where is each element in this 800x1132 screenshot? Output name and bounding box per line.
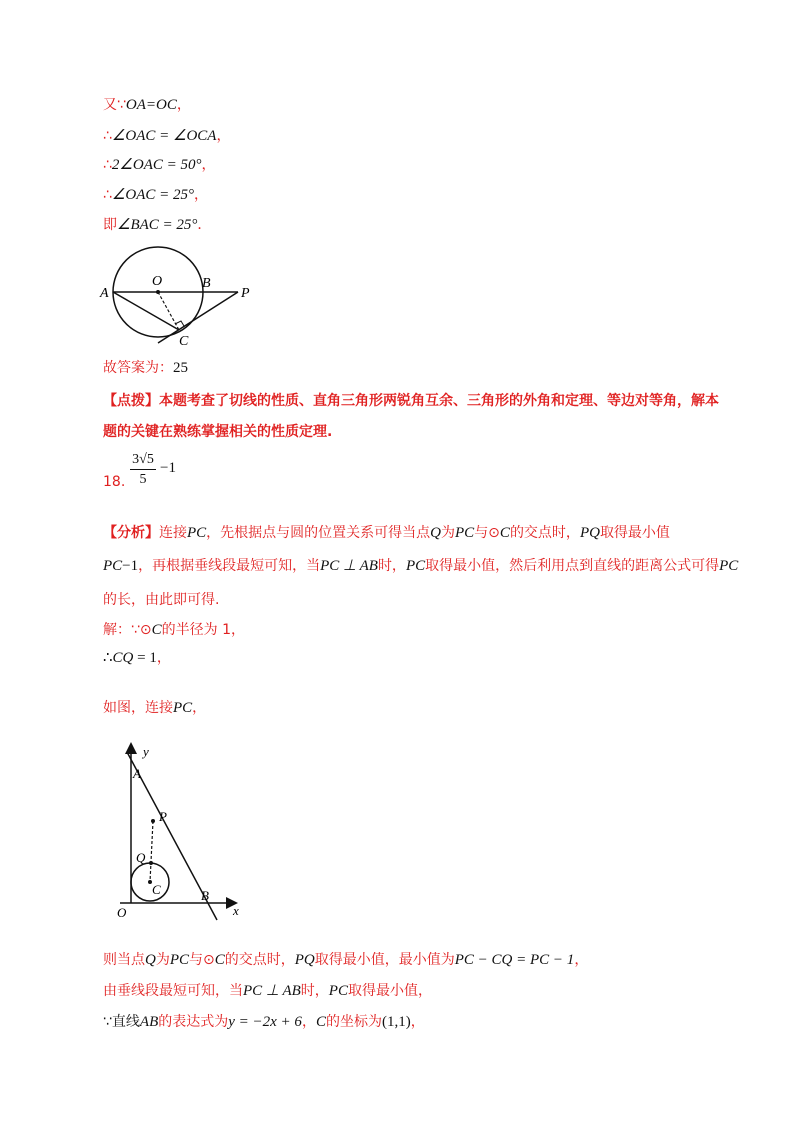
label-b: B (201, 888, 209, 903)
math-expr: Q (430, 525, 442, 541)
tip-text-2: 题的关键在熟练掌握相关的性质定理. (103, 424, 333, 440)
tangent-line (158, 292, 238, 343)
text: 的交点时， (509, 525, 580, 541)
math-expr: ∠OAC = 25° (111, 187, 194, 203)
solution-line-1 (103, 620, 245, 640)
math-expr: 2∠OAC = 50° (111, 157, 202, 173)
text: ，再根据垂线段最短可知，当 (138, 558, 321, 574)
math-expr: CQ (112, 650, 134, 666)
text: 则当点 (103, 952, 145, 968)
math-expr: (1,1) (381, 1014, 411, 1030)
punct: ， (201, 157, 216, 173)
text: 如图，连接 (103, 700, 173, 716)
text: 与⊙ (189, 952, 215, 968)
therefore-text: ∴ (103, 187, 112, 203)
punct: ， (156, 650, 171, 666)
punct: ． (197, 217, 212, 233)
conclusion-line-2 (103, 981, 432, 1001)
because-text: 又∵ (103, 97, 126, 113)
text: 的半径为 1， (161, 622, 246, 638)
math-expr: PC − CQ = PC − 1 (454, 952, 575, 968)
math-expr: = 1 (133, 650, 157, 666)
fraction-bar (130, 469, 156, 470)
label-p: P (241, 286, 250, 301)
label-o: O (117, 905, 127, 920)
analysis-line-1 (103, 523, 670, 543)
text: 由垂线段最短可知，当 (103, 983, 243, 999)
text: 取得最小值， (347, 983, 432, 999)
tip-line-1 (103, 391, 719, 411)
label-q: Q (136, 850, 146, 865)
math-expr: PC (455, 525, 475, 541)
tip-line-2 (103, 422, 332, 442)
punct: ， (176, 97, 191, 113)
circle-tangent-figure (95, 245, 265, 350)
tip-text-1: 本题考查了切线的性质、直角三角形两锐角互余、三角形的外角和定理、等边对等角，解本 (159, 393, 719, 409)
math-expr: PC (103, 558, 123, 574)
q18-number (103, 472, 125, 492)
therefore-text: ∴ (103, 128, 112, 144)
text: 解：∵⊙ (103, 622, 152, 638)
punct: ， (216, 128, 231, 144)
math-expr: PC (719, 558, 739, 574)
segment-pc (150, 821, 153, 882)
math-expr: OA=OC (125, 97, 177, 113)
math-expr: PC (169, 952, 190, 968)
label-a: A (133, 766, 141, 781)
text: 取得最小值，然后利用点到直线的距离公式可得 (425, 558, 720, 574)
math-expr: C (499, 525, 510, 541)
math-expr: PQ (579, 525, 600, 541)
fraction-denominator: 5 (139, 472, 147, 487)
label-p: P (159, 809, 167, 824)
text: 为 (155, 952, 170, 968)
solution-line-2 (103, 648, 171, 668)
fraction (128, 451, 158, 488)
conclusion-line-3 (103, 1012, 425, 1032)
answer-value: 25 (173, 360, 188, 376)
fraction-numerator: 3√5 (132, 452, 154, 467)
label-c: C (152, 882, 161, 897)
point-p (151, 819, 155, 823)
math-expr: ∠BAC = 25° (117, 217, 198, 233)
solution-line-3 (103, 698, 206, 718)
namely-text: 即 (103, 217, 117, 233)
text: ， (192, 700, 207, 716)
answer-label: 故答案为： (103, 360, 173, 376)
step-bac-25 (103, 215, 211, 235)
text: 的长，由此即可得. (103, 592, 220, 608)
text: 的表达式为 (158, 1014, 229, 1030)
coordinate-figure (110, 742, 250, 922)
tip-tag: 【点拨】 (103, 393, 159, 409)
step-angle-eq (103, 126, 230, 146)
text: 与⊙ (474, 525, 500, 541)
text: 时， (300, 983, 329, 999)
math-expr: AB (139, 1014, 159, 1030)
math-expr: PQ (294, 952, 315, 968)
text: 取得最小值 (599, 525, 670, 541)
label-b: B (202, 276, 211, 291)
math-expr: PC (405, 558, 426, 574)
math-expr: ∠OAC = ∠OCA (111, 128, 217, 144)
answer-line (103, 358, 188, 378)
text: 时， (377, 558, 406, 574)
label-y: y (143, 744, 149, 759)
math-expr: PC ⊥ AB (320, 558, 378, 574)
label-x: x (233, 903, 239, 918)
label-a: A (100, 286, 109, 301)
text: 取得最小值，最小值为 (314, 952, 455, 968)
text: ， (410, 1014, 425, 1030)
label-o: O (152, 274, 163, 289)
point-q (149, 861, 153, 865)
math-expr: PC (328, 983, 348, 999)
therefore-text: ∴ (103, 157, 112, 173)
punct: ， (194, 187, 208, 203)
math-expr: C (214, 952, 225, 968)
label-c: C (179, 334, 189, 349)
text: ，先根据点与圆的位置关系可得当点 (206, 525, 431, 541)
math-expr: C (315, 1014, 326, 1030)
minus-one: −1 (160, 460, 176, 476)
math-expr: −1 (122, 558, 139, 574)
analysis-tag: 【分析】 (103, 525, 159, 541)
math-expr: PC (187, 525, 207, 541)
conclusion-line-1 (103, 950, 588, 970)
step-angle-25 (103, 185, 208, 205)
text: 的交点时， (224, 952, 295, 968)
step-double-angle (103, 155, 216, 175)
text: 的坐标为 (325, 1014, 382, 1030)
analysis-line-3 (103, 590, 219, 610)
center-point (156, 290, 160, 294)
math-expr: PC ⊥ AB (243, 983, 301, 999)
math-expr: PC (173, 700, 193, 716)
therefore-text: ∴ (103, 650, 113, 666)
question-number: 18. (103, 474, 126, 490)
step-oa-eq-oc (103, 95, 191, 115)
text: 为 (441, 525, 456, 541)
math-expr: Q (145, 952, 156, 968)
text: ∵直线 (103, 1014, 140, 1030)
math-expr: y = −2x + 6 (228, 1014, 302, 1030)
analysis-line-2 (103, 556, 738, 576)
text: 连接 (159, 525, 187, 541)
text: ， (574, 952, 589, 968)
text: ， (301, 1014, 316, 1030)
math-expr: C (151, 622, 162, 638)
